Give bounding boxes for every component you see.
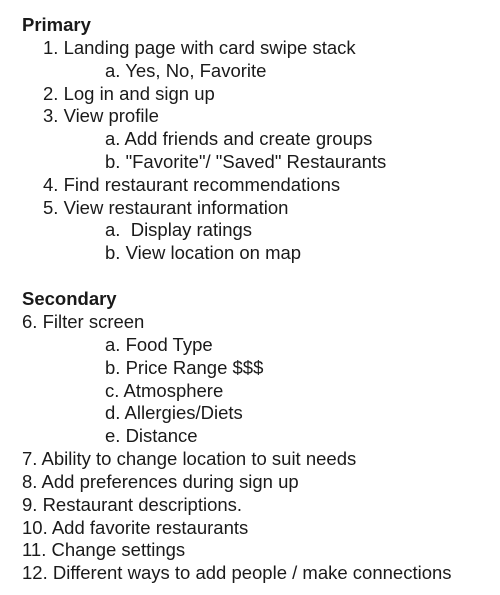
primary-item-5-sub-b: b. View location on map bbox=[105, 242, 302, 263]
secondary-item-12: 12. Different ways to add people / make connections bbox=[22, 562, 452, 583]
secondary-item-6-sub-e: e. Distance bbox=[105, 425, 198, 446]
primary-item-1-sub-a: a. Yes, No, Favorite bbox=[105, 60, 267, 81]
primary-heading: Primary bbox=[22, 14, 91, 35]
primary-item-1: 1. Landing page with card swipe stack bbox=[43, 37, 356, 58]
secondary-heading: Secondary bbox=[22, 288, 117, 309]
secondary-item-6-sub-c: c. Atmosphere bbox=[105, 380, 224, 401]
primary-item-3-sub-b: b. "Favorite"/ "Saved" Restaurants bbox=[105, 151, 387, 172]
secondary-item-11: 11. Change settings bbox=[22, 539, 186, 560]
secondary-item-6-sub-b: b. Price Range $$$ bbox=[105, 357, 264, 378]
primary-item-3: 3. View profile bbox=[43, 105, 159, 126]
primary-item-5-sub-a: a. Display ratings bbox=[105, 219, 253, 240]
secondary-item-6: 6. Filter screen bbox=[22, 311, 145, 332]
secondary-item-9: 9. Restaurant descriptions. bbox=[22, 494, 243, 515]
secondary-item-6-sub-d: d. Allergies/Diets bbox=[105, 402, 243, 423]
primary-item-5: 5. View restaurant information bbox=[43, 197, 289, 218]
secondary-item-7: 7. Ability to change location to suit needs bbox=[22, 448, 357, 469]
primary-item-2: 2. Log in and sign up bbox=[43, 83, 215, 104]
secondary-item-10: 10. Add favorite restaurants bbox=[22, 517, 249, 538]
secondary-item-8: 8. Add preferences during sign up bbox=[22, 471, 299, 492]
secondary-item-6-sub-a: a. Food Type bbox=[105, 334, 213, 355]
primary-item-3-sub-a: a. Add friends and create groups bbox=[105, 128, 373, 149]
primary-item-4: 4. Find restaurant recommendations bbox=[43, 174, 341, 195]
